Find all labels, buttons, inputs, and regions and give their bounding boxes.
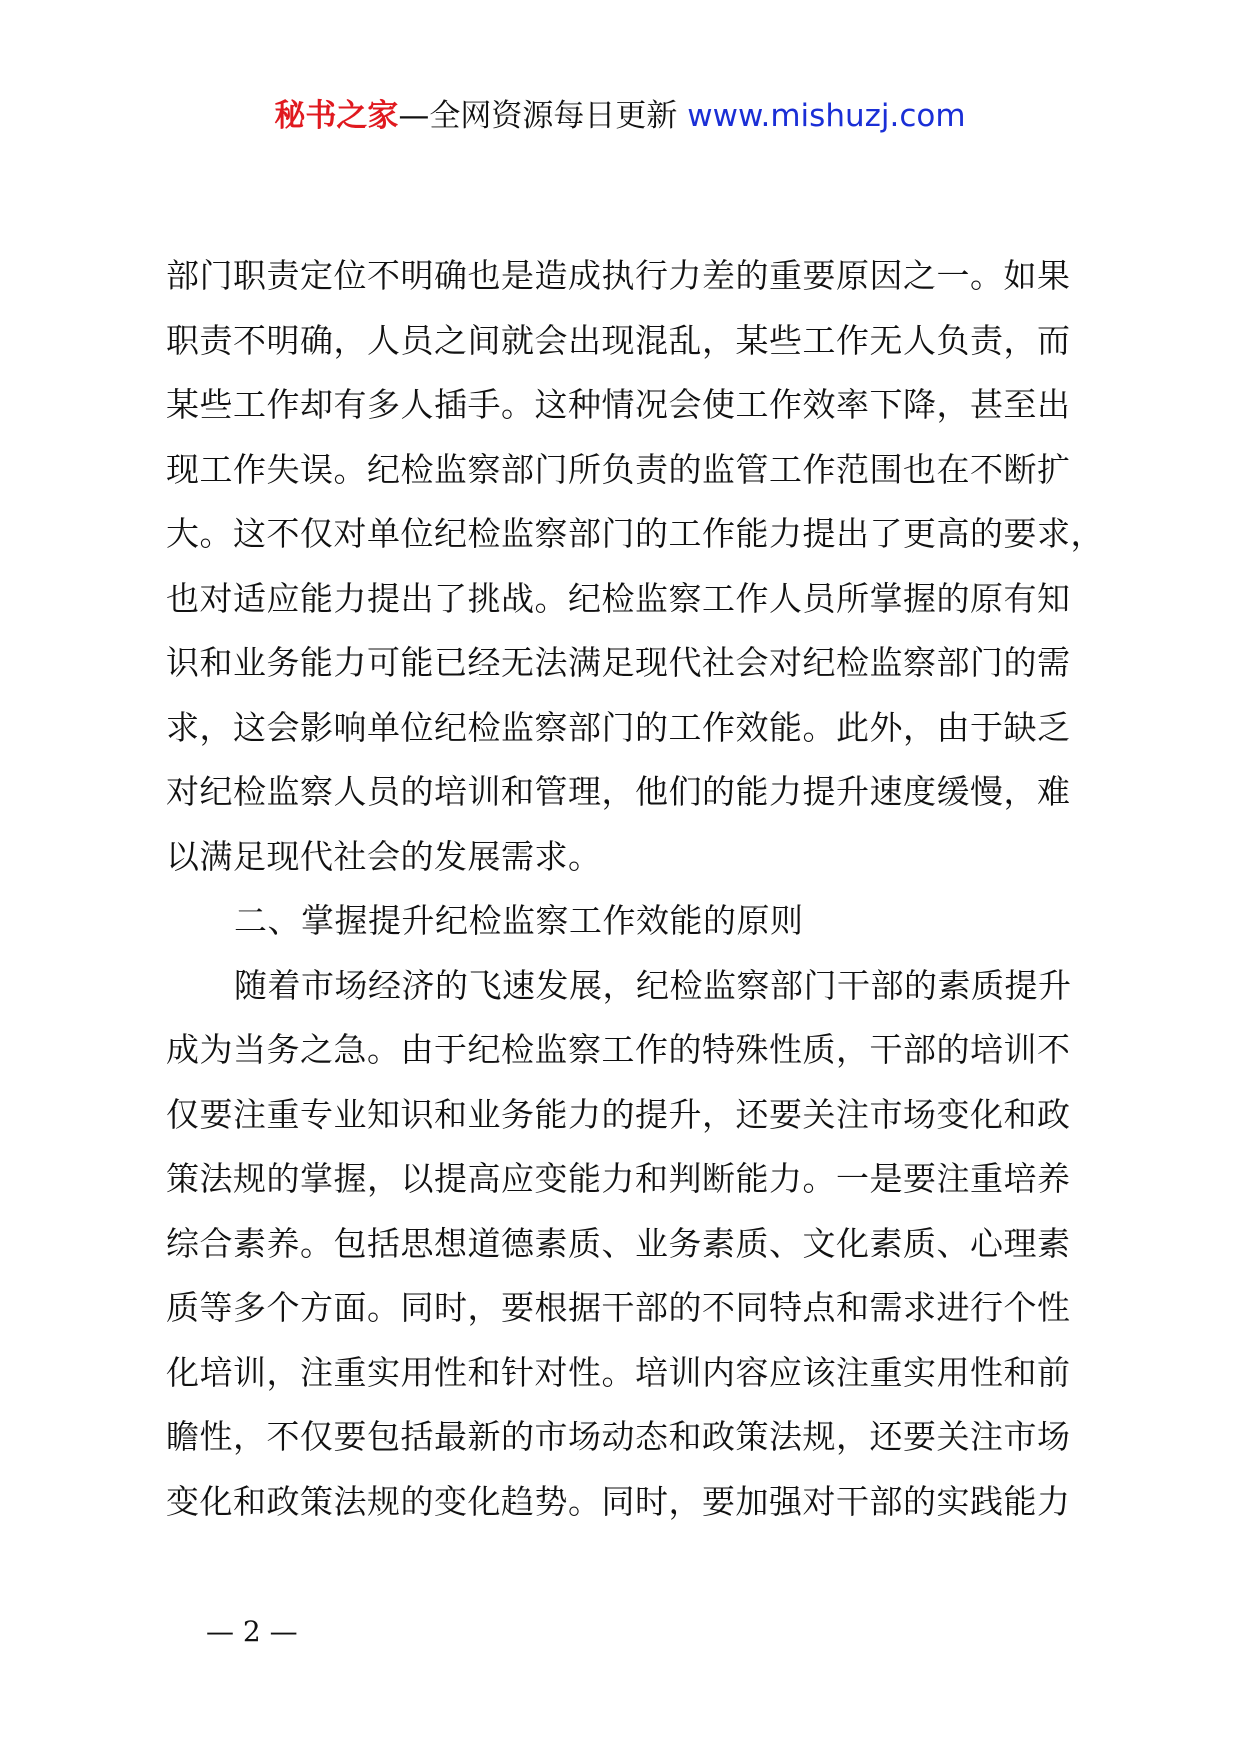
brand-name: 秘书之家: [274, 98, 399, 134]
text-line: 综合素养。包括思想道德素质、业务素质、文化素质、心理素: [166, 1223, 1071, 1263]
text-line: 策法规的掌握，以提高应变能力和判断能力。一是要注重培养: [166, 1159, 1071, 1198]
page-header: [0, 96, 1240, 136]
text-line: 化培训，注重实用性和针对性。培训内容应该注重实用性和前: [166, 1352, 1071, 1392]
text-line: 职责不明确，人员之间就会出现混乱，某些工作无人负责，而: [166, 320, 1071, 360]
section-heading: 二、掌握提升纪检监察工作效能的原则: [234, 901, 804, 940]
text-line: 以满足现代社会的发展需求。: [166, 836, 602, 876]
text-line: 质等多个方面。同时，要根据干部的不同特点和需求进行个性: [166, 1288, 1071, 1327]
paragraph-start-line: 随着市场经济的飞速发展，纪检监察部门干部的素质提升: [234, 965, 1072, 1005]
text-line: 识和业务能力可能已经无法满足现代社会对纪检监察部门的需: [166, 643, 1071, 682]
text-line: 瞻性，不仅要包括最新的市场动态和政策法规，还要关注市场: [166, 1417, 1071, 1456]
text-line: 也对适应能力提出了挑战。纪检监察工作人员所掌握的原有知: [166, 578, 1071, 618]
text-line: 对纪检监察人员的培训和管理，他们的能力提升速度缓慢，难: [166, 772, 1071, 811]
text-line: 成为当务之急。由于纪检监察工作的特殊性质，干部的培训不: [166, 1030, 1071, 1069]
text-line: 仅要注重专业知识和业务能力的提升，还要关注市场变化和政: [166, 1094, 1071, 1134]
text-line: 现工作失误。纪检监察部门所负责的监管工作范围也在不断扩: [166, 449, 1071, 489]
text-line: 变化和政策法规的变化趋势。同时，要加强对干部的实践能力: [166, 1481, 1071, 1521]
text-line: 求，这会影响单位纪检监察部门的工作效能。此外，由于缺乏: [166, 707, 1071, 747]
text-line: 部门职责定位不明确也是造成执行力差的重要原因之一。如果: [166, 256, 1071, 295]
page-number: — 2 —: [206, 1615, 298, 1648]
text-line: 某些工作却有多人插手。这种情况会使工作效率下降，甚至出: [166, 385, 1071, 424]
website-link[interactable]: www.mishuzj.com: [687, 98, 966, 134]
text-line: 大。这不仅对单位纪检监察部门的工作能力提出了更高的要求，: [166, 514, 1104, 553]
document-body: [166, 244, 1104, 1534]
header-tagline: —全网资源每日更新: [398, 98, 678, 134]
